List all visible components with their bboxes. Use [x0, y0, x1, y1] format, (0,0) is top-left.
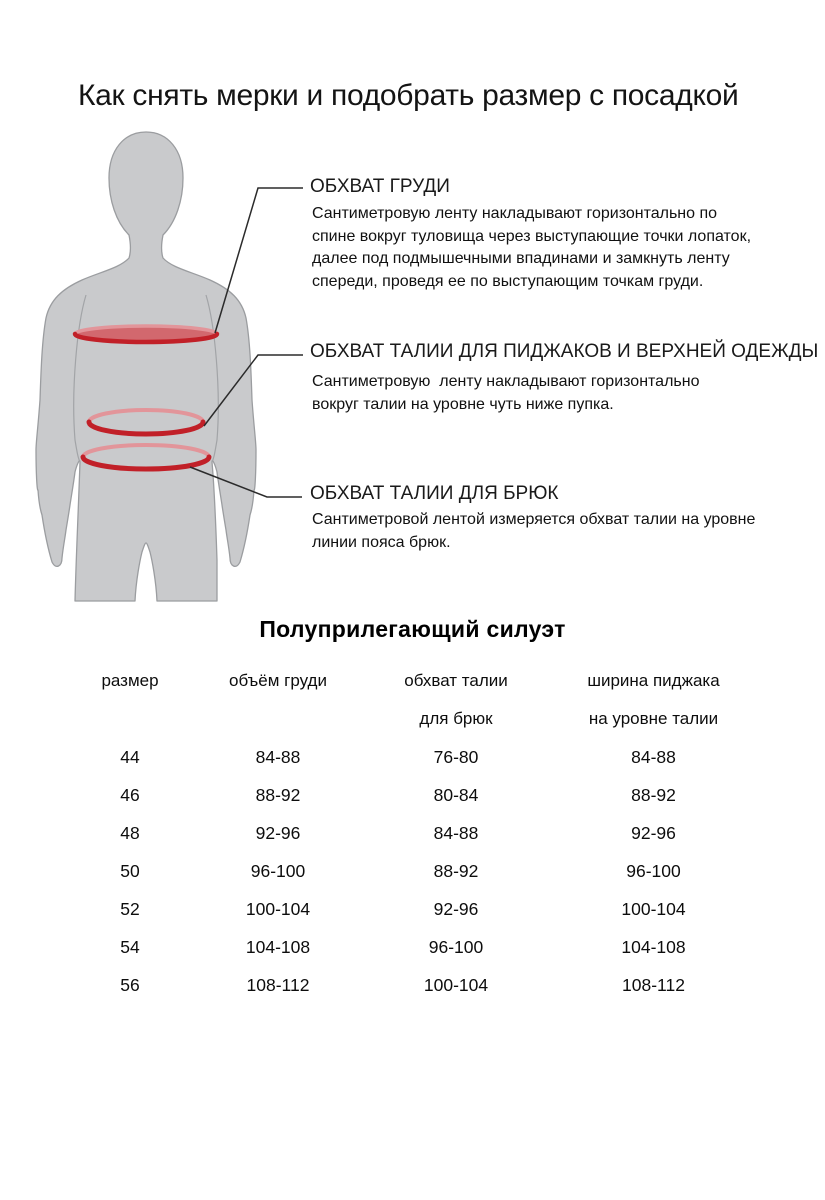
page-title: Как снять мерки и подобрать размер с посадкой: [78, 79, 739, 112]
table-header-size: размер: [101, 671, 159, 690]
table-cell: 46: [120, 784, 140, 805]
table-cell: 108-112: [246, 974, 310, 995]
table-cell: 80-84: [433, 784, 479, 805]
table-cell: 84-88: [433, 822, 479, 843]
table-header-trouser-waist-line2: для брюк: [419, 709, 493, 728]
size-table: [60, 662, 751, 1004]
table-cell: 100-104: [245, 898, 311, 919]
table-header-size-line2: [60, 700, 200, 738]
jacket-waist-measurement-description: Сантиметровую ленту накладывают горизонтально вокруг талии на уровне чуть ниже пупка.: [312, 373, 704, 413]
measurement-figure: [0, 120, 320, 620]
table-cell: 92-96: [433, 898, 479, 919]
table-header-jacket-width-line1: ширина пиджака: [587, 671, 720, 690]
table-cell: 92-96: [255, 822, 301, 843]
table-cell: 52: [120, 898, 140, 919]
table-cell: 92-96: [631, 822, 676, 843]
table-cell: 88-92: [631, 784, 676, 805]
table-cell: 100-104: [621, 898, 686, 919]
table-cell: 88-92: [433, 860, 479, 881]
table-cell: 96-100: [250, 860, 306, 881]
table-cell: 48: [120, 822, 140, 843]
table-cell: 104-108: [621, 936, 686, 957]
table-header-chest: объём груди: [229, 671, 327, 690]
trouser-waist-measurement-label: ОБХВАТ ТАЛИИ ДЛЯ БРЮК: [310, 483, 559, 504]
table-cell: 88-92: [255, 784, 301, 805]
table-cell: 50: [120, 860, 140, 881]
table-header-trouser-waist-line1: обхват талии: [404, 671, 508, 690]
size-table-title: Полуприлегающий силуэт: [259, 616, 566, 642]
table-cell: 84-88: [631, 746, 676, 767]
table-cell: 96-100: [428, 936, 484, 957]
chest-measurement-description: Сантиметровую ленту накладывают горизонтально по спине вокруг туловища через выступающие точки лопаток, далее под подмышечными впадинами и замкнуть ленту спереди, проведя ее по выступающим точкам груди.: [312, 205, 756, 290]
jacket-waist-measurement-label: ОБХВАТ ТАЛИИ ДЛЯ ПИДЖАКОВ И ВЕРХНЕЙ ОДЕЖДЫ: [310, 341, 819, 362]
chest-measurement-band: [75, 326, 217, 342]
table-cell: 54: [120, 936, 140, 957]
table-cell: 96-100: [626, 860, 681, 881]
table-header-chest-line2: [200, 700, 356, 738]
table-header-jacket-width-line2: на уровне талии: [588, 709, 719, 728]
table-cell: 108-112: [622, 974, 685, 995]
table-cell: 100-104: [423, 974, 489, 995]
trouser-waist-measurement-description: Сантиметровой лентой измеряется обхват талии на уровне линии пояса брюк.: [312, 511, 760, 551]
table-cell: 44: [120, 746, 140, 767]
chest-measurement-label: ОБХВАТ ГРУДИ: [310, 176, 450, 197]
table-cell: 104-108: [245, 936, 311, 957]
male-silhouette: [36, 132, 256, 601]
table-cell: 56: [120, 974, 140, 995]
table-cell: 76-80: [433, 746, 479, 767]
table-cell: 84-88: [255, 746, 301, 767]
